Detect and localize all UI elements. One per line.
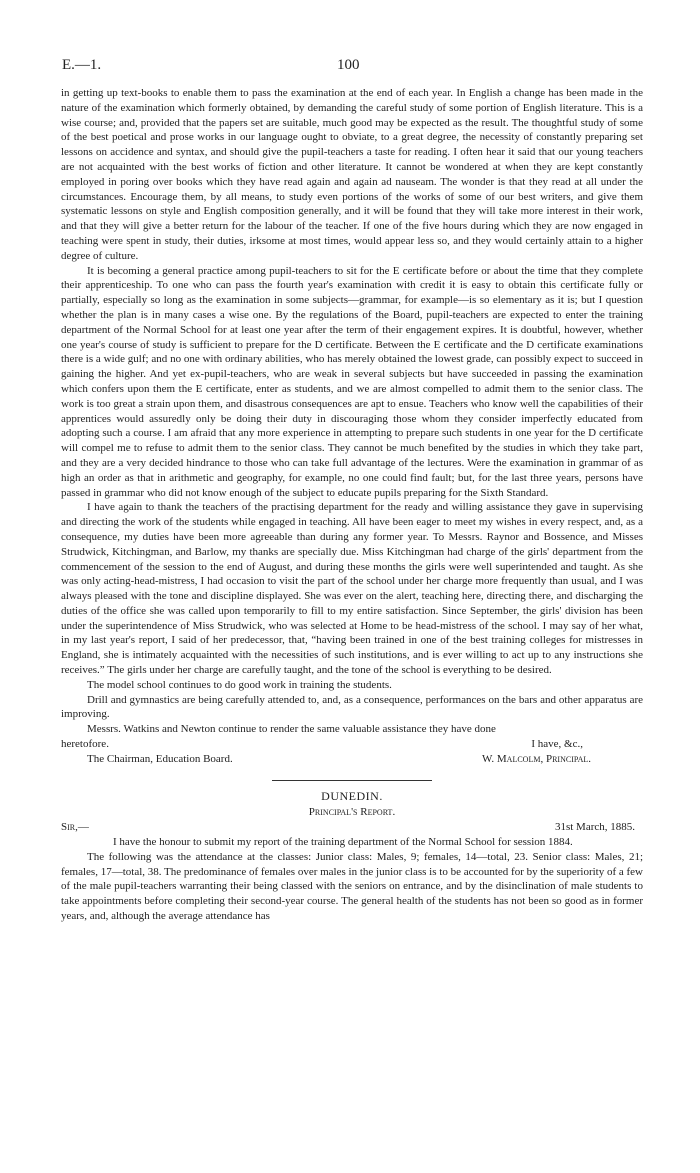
paragraph-model-school: The model school continues to do good work in training the students.: [87, 678, 392, 691]
page-number: 100: [337, 57, 360, 73]
report-date: 31st March, 1885.: [554, 821, 635, 834]
section-title: DUNEDIN.: [321, 788, 383, 803]
paragraph-drill: Drill and gymnastics are being carefully attended to, and, as a consequence, performances on the bars and other apparatus are improving.: [61, 693, 643, 721]
section-divider: [272, 780, 432, 781]
paragraph-submit-report: I have the honour to submit my report of the training department of the Normal School for session 1884.: [113, 836, 573, 849]
report-body: [61, 86, 643, 924]
signature-line: [61, 752, 643, 767]
paragraph-english-study: in getting up text-books to enable them to pass the examination at the end of each year. In English a change has been made in the nature of the examination which formerly obtained, by demanding the careful study of some portion of English literature. This is a wise course; and, provided that the papers set are suitable, much good may be expected as the result. The thoughtful study of some of the best poetical and prose works in our language ought to obviate, to a great degree, the necessity of constantly preparing set lessons on accidence and syntax, and should give the pupil-teachers a taste for reading. I often hear it said that our young teachers are not acquainted with the best works of fiction and other literature. It cannot be wondered at when they are kept constantly employed in poring over books which they have read again and again ad nauseam. The wonder is that they read at all under the circumstances. Encourage them, by all means, to study even portions of the works of some of our best writers, and give them systematic lessons on style and English composition generally, and it will be found that they will take more interest in their work, and that they will give a better return for the labour of the teacher. If one of the five hours during which they are now engaged in teaching were spent in study, their duties, irksome at most times, would appear less so, and they would certainly attain to a higher degree of culture.: [61, 87, 643, 262]
salutation-line: [61, 820, 643, 835]
paragraph-attendance: The following was the attendance at the classes: Junior class: Males, 9; females, 14—total, 23. Senior class: Males, 21; females, 17—total, 38. The predominance of females over males in the junior class is to be accounted for by the superiority of a few of the male pupil-teachers warranting their being classed with the seniors on entrance, and by the disinclination of male students to take appointments before completing their second-year course. The general health of the students has not been so good as in former years, and, although the average attendance has: [61, 850, 644, 923]
signature: W. Malcolm, Principal.: [482, 752, 591, 765]
paragraph-assistance: Messrs. Watkins and Newton continue to render the same valuable assistance they have done: [87, 723, 496, 736]
paragraph-e-certificate: It is becoming a general practice among pupil-teachers to sit for the E certificate before or about the time that they complete their apprenticeship. To one who can pass the fourth year's examination with credit it is easy to obtain this certificate fully or partially, especially so long as the examination in some subjects—grammar, for example—is so elementary as it is; but I question whether the plan is in many cases a wise one. By the regulations of the Board, pupil-teachers are expected to enter the training department of the Normal School for at least one year after the term of their engagement expires. It is doubtful, however, whether one year's course of study is sufficient to prepare for the D certificate. Between the E certificate and the D certificate examinations there is a wide gulf; and no one with ordinary abilities, who has merely obtained the lowest grade, can possibly expect to succeed in gaining the higher. And yet ex-pupil-teachers, who are weak in several subjects but have succeeded in passing the examination which confers upon them the E certificate, enter as students, and we are almost compelled to admit them to the senior class. The work is too great a strain upon them, and disastrous consequences are apt to ensue. Teachers who know well the capabilities of their apprentices would assuredly only be doing their duty in discouraging those whom they consider imperfectly educated from adopting such a course. I am afraid that any more experience in attempting to prepare such students in one year for the D certificate will compel me to refuse to admit them to the senior class. They cannot be much benefited by the studies in which they take part, and they are a very decided hindrance to those who can take full advantage of the lectures. Were the examination in grammar of as high an order as that in arithmetic and geography, for example, no one could find fault; but, for the last three years, persons have passed in grammar who did not know enough of the subject to educate pupils preparing for the Sixth Standard.: [61, 264, 643, 499]
closing-line: [61, 737, 643, 752]
paragraph-thanks-teachers: I have again to thank the teachers of the practising department for the ready and willing assistance they gave in supervising and directing the work of the students while engaged in teaching. All have been eager to meet my wishes in every respect, and, as a consequence, my duties have been more agreeable than during any former year. To Messrs. Raynor and Bossence, and Misses Strudwick, Kitchingman, and Barlow, my thanks are specially due. Miss Kitchingman had charge of the girls' department from the commencement of the session to the end of August, and during these months the girls were well superintended and taught. As she was only acting-head-mistress, I had occasion to visit the part of the school under her charge more frequently than usual, and I was always pleased with the tone and discipline displayed. She was ever on the alert, teaching here, directing there, and discharging the duties of the office she was called upon temporarily to fill to my entire satisfaction. Since September, the girls' division has been under the superintendence of Miss Strudwick, who was selected at Home to be head-mistress of the school. I may say of her what, in my last year's report, I said of her predecessor, that, “having been trained in one of the best training colleges for mistresses in England, she is intimately acquainted with the necessities of such institutions, and is ever willing to act up to any instructions she receives.” The girls under her charge are carefully taught, and the tone of the school is everything to be desired.: [61, 501, 643, 677]
closing-heretofore: heretofore.: [61, 738, 109, 751]
salutation: Sir,—: [61, 821, 89, 834]
section-subtitle: Principal's Report.: [308, 806, 396, 819]
document-reference: E.—1.: [62, 57, 102, 73]
addressee: The Chairman, Education Board.: [87, 752, 233, 765]
closing-i-have: I have, &c.,: [531, 738, 583, 751]
